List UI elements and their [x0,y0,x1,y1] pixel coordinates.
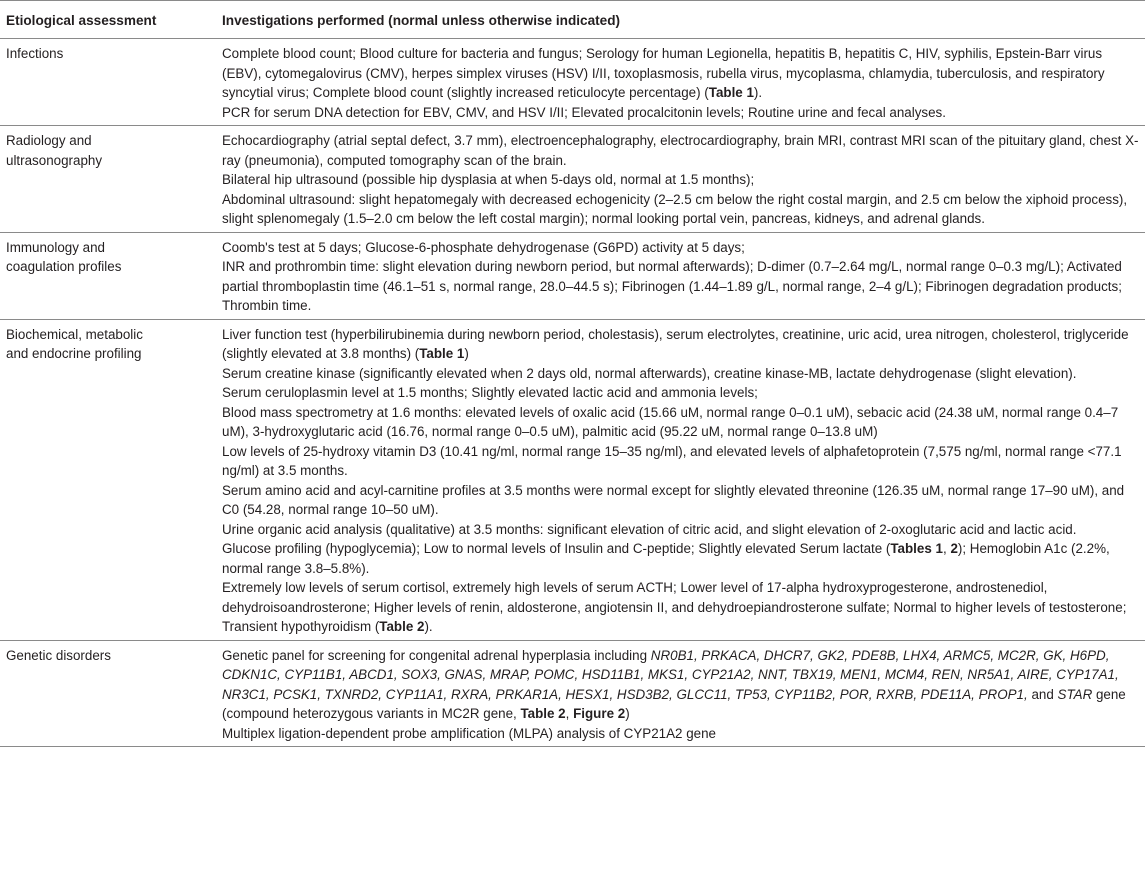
category-cell [0,39,216,126]
investigation-text: gene (compound heterozygous variants in MC2R gene, [222,686,1126,721]
investigation-paragraph [222,646,1141,724]
investigations-cell [216,319,1145,640]
table-row [0,232,1145,319]
table-reference: Tables 1 [890,541,943,556]
table-body [0,39,1145,747]
investigation-paragraph [222,103,1141,123]
investigation-paragraph [222,383,1141,403]
investigation-paragraph [222,442,1141,481]
investigations-cell [216,232,1145,319]
investigation-text: Coomb's test at 5 days; Glucose-6-phosphate dehydrogenase (G6PD) activity at 5 days; [222,239,745,255]
table-reference: Table 2 [379,619,425,634]
investigation-text: Complete blood count; Blood culture for bacteria and fungus; Serology for human Legionella, hepatitis B, hepatitis C, HIV, syphilis, Epstein-Barr virus (EBV), cytomegalovirus (CMV), herpes simplex viruses (HSV) I/II, toxoplasmosis, rubella virus, mycoplasma, chlamydia, tuberculosis, and respiratory syncytial virus; Complete blood count (slightly increased reticulocyte percentage) ( [222,46,1105,100]
investigation-text: Blood mass spectrometry at 1.6 months: elevated levels of oxalic acid (15.66 uM, normal range 0–0.1 uM), sebacic acid (24.38 uM, normal range 0.4–7 uM), 3-hydroxyglutaric acid (16.76, normal range 0–0.5 uM), palmitic acid (95.22 uM, normal range 0–13.8 uM) [222,404,1119,439]
investigations-cell [216,640,1145,747]
investigation-text: INR and prothrombin time: slight elevation during newborn period, but normal afterwards); D-dimer (0.7–2.64 mg/L, normal range 0–0.3 mg/L); Activated partial thromboplastin time (46.1–51 s, normal range, 28.0–44.5 s); Fibrinogen (1.44–1.89 g/L, normal range, 2–4 g/L); Fibrinogen degradation products; Thrombin time. [222,259,1122,313]
investigation-paragraph [222,44,1141,103]
category-cell [0,232,216,319]
category-label-line: Biochemical, metabolic [6,326,143,342]
gene-list: NR0B1, PRKACA, DHCR7, GK2, PDE8B, LHX4, ARMC5, MC2R, GK, H6PD, CDKN1C, CYP11B1, ABCD1, SOX3, GNAS, MRAP, POMC, HSD11B1, MKS1, CYP21A2, NNT, TBX19, MEN1, MCM4, REN, NR5A1, AIRE, CYP17A1, NR3C1, PCSK1, TXNRD2, CYP11A1, RXRA, PRKAR1A, HESX1, HSD3B2, GLCC11, TP53, CYP11B2, POR, RXRB, PDE11A, PROP1, [222,647,1119,702]
investigation-text: Serum creatine kinase (significantly elevated when 2 days old, normal afterwards), creatine kinase-MB, lactate dehydrogenase (slight elevation). [222,365,1077,381]
investigation-text: ) [464,346,469,361]
investigation-text: Genetic panel for screening for congenital adrenal hyperplasia including [222,647,651,663]
investigation-text: , [565,706,574,721]
investigation-paragraph [222,539,1141,578]
header-investigations-performed: Investigations performed (normal unless otherwise indicated) [216,1,1145,39]
table-reference: 2 [950,541,958,556]
investigation-text: Serum ceruloplasmin level at 1.5 months; Slightly elevated lactic acid and ammonia levels; [222,385,758,400]
investigation-paragraph [222,724,1141,744]
table-reference: Table 1 [419,346,465,361]
investigation-text: Bilateral hip ultrasound (possible hip dysplasia at when 5-days old, normal at 1.5 months); [222,172,755,187]
investigation-paragraph [222,257,1141,316]
investigation-text: Glucose profiling (hypoglycemia); Low to normal levels of Insulin and C-peptide; Slightly elevated Serum lactate ( [222,541,891,556]
investigation-paragraph [222,520,1141,540]
category-label-line: Radiology and [6,133,92,148]
investigation-text: ). [424,619,433,634]
investigation-text: Liver function test (hyperbilirubinemia during newborn period, cholestasis), serum electrolytes, creatinine, uric acid, urea nitrogen, cholesterol, triglyceride (slightly elevated at 3.8 months) ( [222,326,1129,361]
investigations-cell [216,126,1145,233]
header-row [0,1,1145,39]
investigation-text: Abdominal ultrasound: slight hepatomegaly with decreased echogenicity (2–2.5 cm below the right costal margin, and 2.5 cm below the xiphoid process), slight splenomegaly (1.5–2.0 cm below the left costal margin); normal looking portal vein, pancreas, kidneys, and adrenal glands. [222,191,1128,226]
investigation-text: , [942,541,951,556]
investigations-cell [216,39,1145,126]
table-row [0,126,1145,233]
category-cell [0,126,216,233]
investigation-text: and [1027,686,1058,702]
category-label-line: Genetic disorders [6,647,111,663]
investigation-text: Extremely low levels of serum cortisol, extremely high levels of serum ACTH; Lower level of 17-alpha hydroxyprogesterone, androstenediol, dehydroisoandrosterone; Higher levels of renin, aldosterone, angiotensin II, and dehydroepiandrosterone sulfate; Normal to higher levels of testosterone; Transient hypothyroidism ( [222,580,1127,634]
investigation-text: ). [753,85,763,100]
investigation-text: ); Hemoglobin A1c (2.2%, normal range 3.8–5.8%). [222,541,1110,576]
investigation-text: ) [625,706,630,721]
investigation-text: Echocardiography (atrial septal defect, 3.7 mm), electroencephalography, electrocardiography, brain MRI, contrast MRI scan of the pituitary gland, chest X-ray (pneumonia), computed tomography scan of the brain. [222,133,1139,168]
table-row [0,640,1145,747]
category-label-line: ultrasonography [6,152,103,168]
investigation-paragraph [222,364,1141,384]
table-reference: Table 1 [708,85,754,100]
investigation-text: PCR for serum DNA detection for EBV, CMV, and HSV I/II; Elevated procalcitonin levels; Routine urine and fecal analyses. [222,104,946,120]
investigation-paragraph [222,238,1141,258]
gene-list: STAR [1057,686,1093,702]
header-etiological-assessment: Etiological assessment [0,1,216,39]
category-label-line: and endocrine profiling [6,346,142,361]
table-row [0,319,1145,640]
investigation-paragraph [222,170,1141,190]
table-row [0,39,1145,126]
category-label-line: Immunology and [6,239,105,255]
investigation-text: Serum amino acid and acyl-carnitine profiles at 3.5 months were normal except for slightly elevated threonine (126.35 uM, normal range 17–90 uM), and C0 (54.28, normal range 10–50 uM). [222,482,1125,517]
table-reference: Figure 2 [573,706,626,721]
investigation-paragraph [222,578,1141,637]
category-cell [0,319,216,640]
investigation-paragraph [222,190,1141,229]
investigation-paragraph [222,403,1141,442]
category-label-line: Infections [6,46,64,61]
category-cell [0,640,216,747]
investigation-paragraph [222,481,1141,520]
investigation-text: Multiplex ligation-dependent probe amplification (MLPA) analysis of CYP21A2 gene [222,725,716,741]
investigation-text: Urine organic acid analysis (qualitative) at 3.5 months: significant elevation of citric acid, and slight elevation of 2-oxoglutaric acid and lactic acid. [222,521,1077,537]
investigation-paragraph [222,131,1141,170]
table-reference: Table 2 [520,706,566,721]
investigation-paragraph [222,325,1141,364]
category-label-line: coagulation profiles [6,259,122,274]
investigation-text: Low levels of 25-hydroxy vitamin D3 (10.41 ng/ml, normal range 15–35 ng/ml), and elevated levels of alphafetoprotein (7,575 ng/ml, normal range <77.1 ng/ml) at 3.5 months. [222,443,1122,478]
